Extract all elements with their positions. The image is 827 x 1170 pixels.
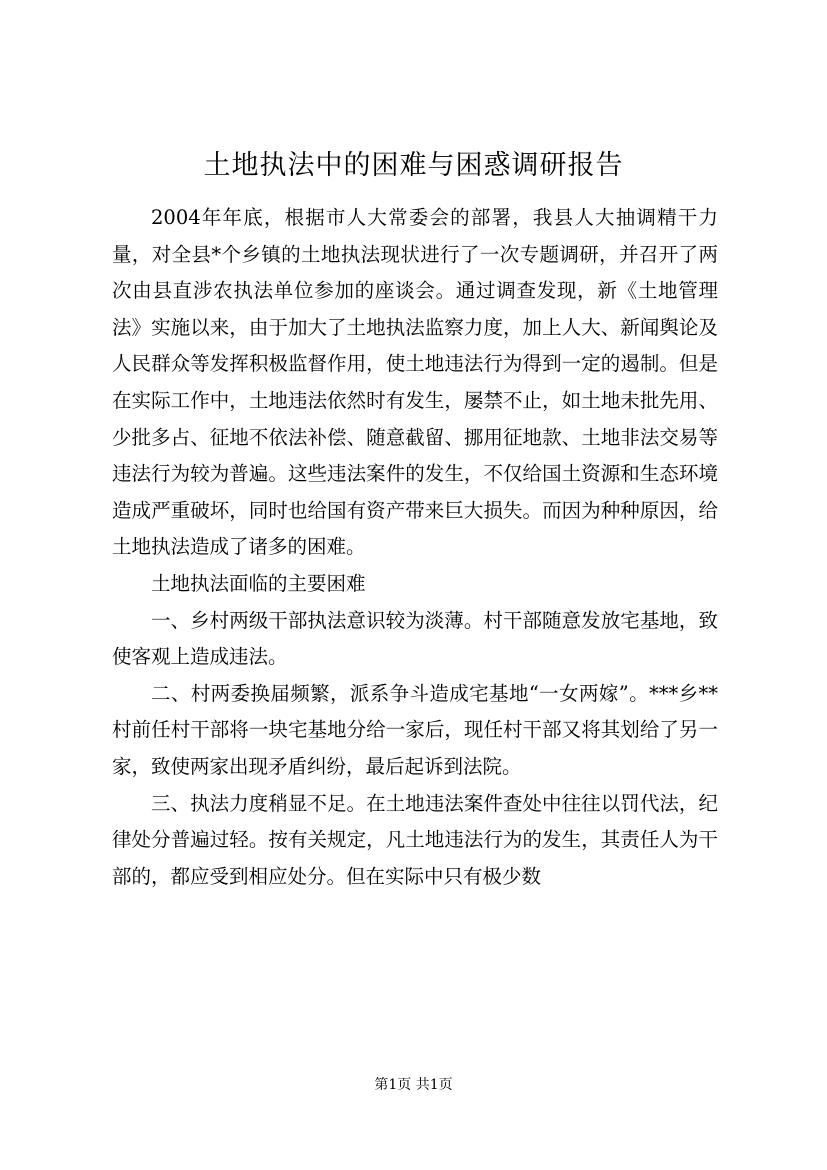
document-title: 土地执法中的困难与困惑调研报告 <box>203 150 624 181</box>
paragraph-intro: 2004年年底，根据市人大常委会的部署，我县人大抽调精干力量，对全县*个乡镇的土地执法现状进行了一次专题调研，并召开了两次由县直涉农执法单位参加的座谈会。通过调查发现，新《土地管理法》实施以来，由于加大了土地执法监察力度，加上人大、新闻舆论及人民群众等发挥积极监督作用，使土地违法行为得到一定的遏制。但是在实际工作中，土地违法依然时有发生，屡禁不止，如土地未批先用、少批多占、征地不依法补偿、随意截留、挪用征地款、土地非法交易等违法行为较为普遍。这些违法案件的发生，不仅给国土资源和生态环境造成严重破坏，同时也给国有资产带来巨大损失。而因为种种原因，给土地执法造成了诸多的困难。 <box>112 206 718 559</box>
page-footer: 第1页 共1页 <box>374 1077 453 1093</box>
paragraph-point-2: 二、村两委换届频繁，派系争斗造成宅基地“一女两嫁”。***乡**村前任村干部将一块宅基地分给一家后，现任村干部又将其划给了另一家，致使两家出现矛盾纠纷，最后起诉到法院。 <box>112 681 718 778</box>
document-body <box>112 200 718 895</box>
paragraph-point-1: 一、乡村两级干部执法意识较为淡薄。村干部随意发放宅基地，致使客观上造成违法。 <box>112 608 718 669</box>
paragraph-point-3: 三、执法力度稍显不足。在土地违法案件查处中往往以罚代法，纪律处分普遍过轻。按有关规定，凡土地违法行为的发生，其责任人为干部的，都应受到相应处分。但在实际中只有极少数 <box>112 791 718 888</box>
paragraph-section-heading: 土地执法面临的主要困难 <box>151 571 366 595</box>
